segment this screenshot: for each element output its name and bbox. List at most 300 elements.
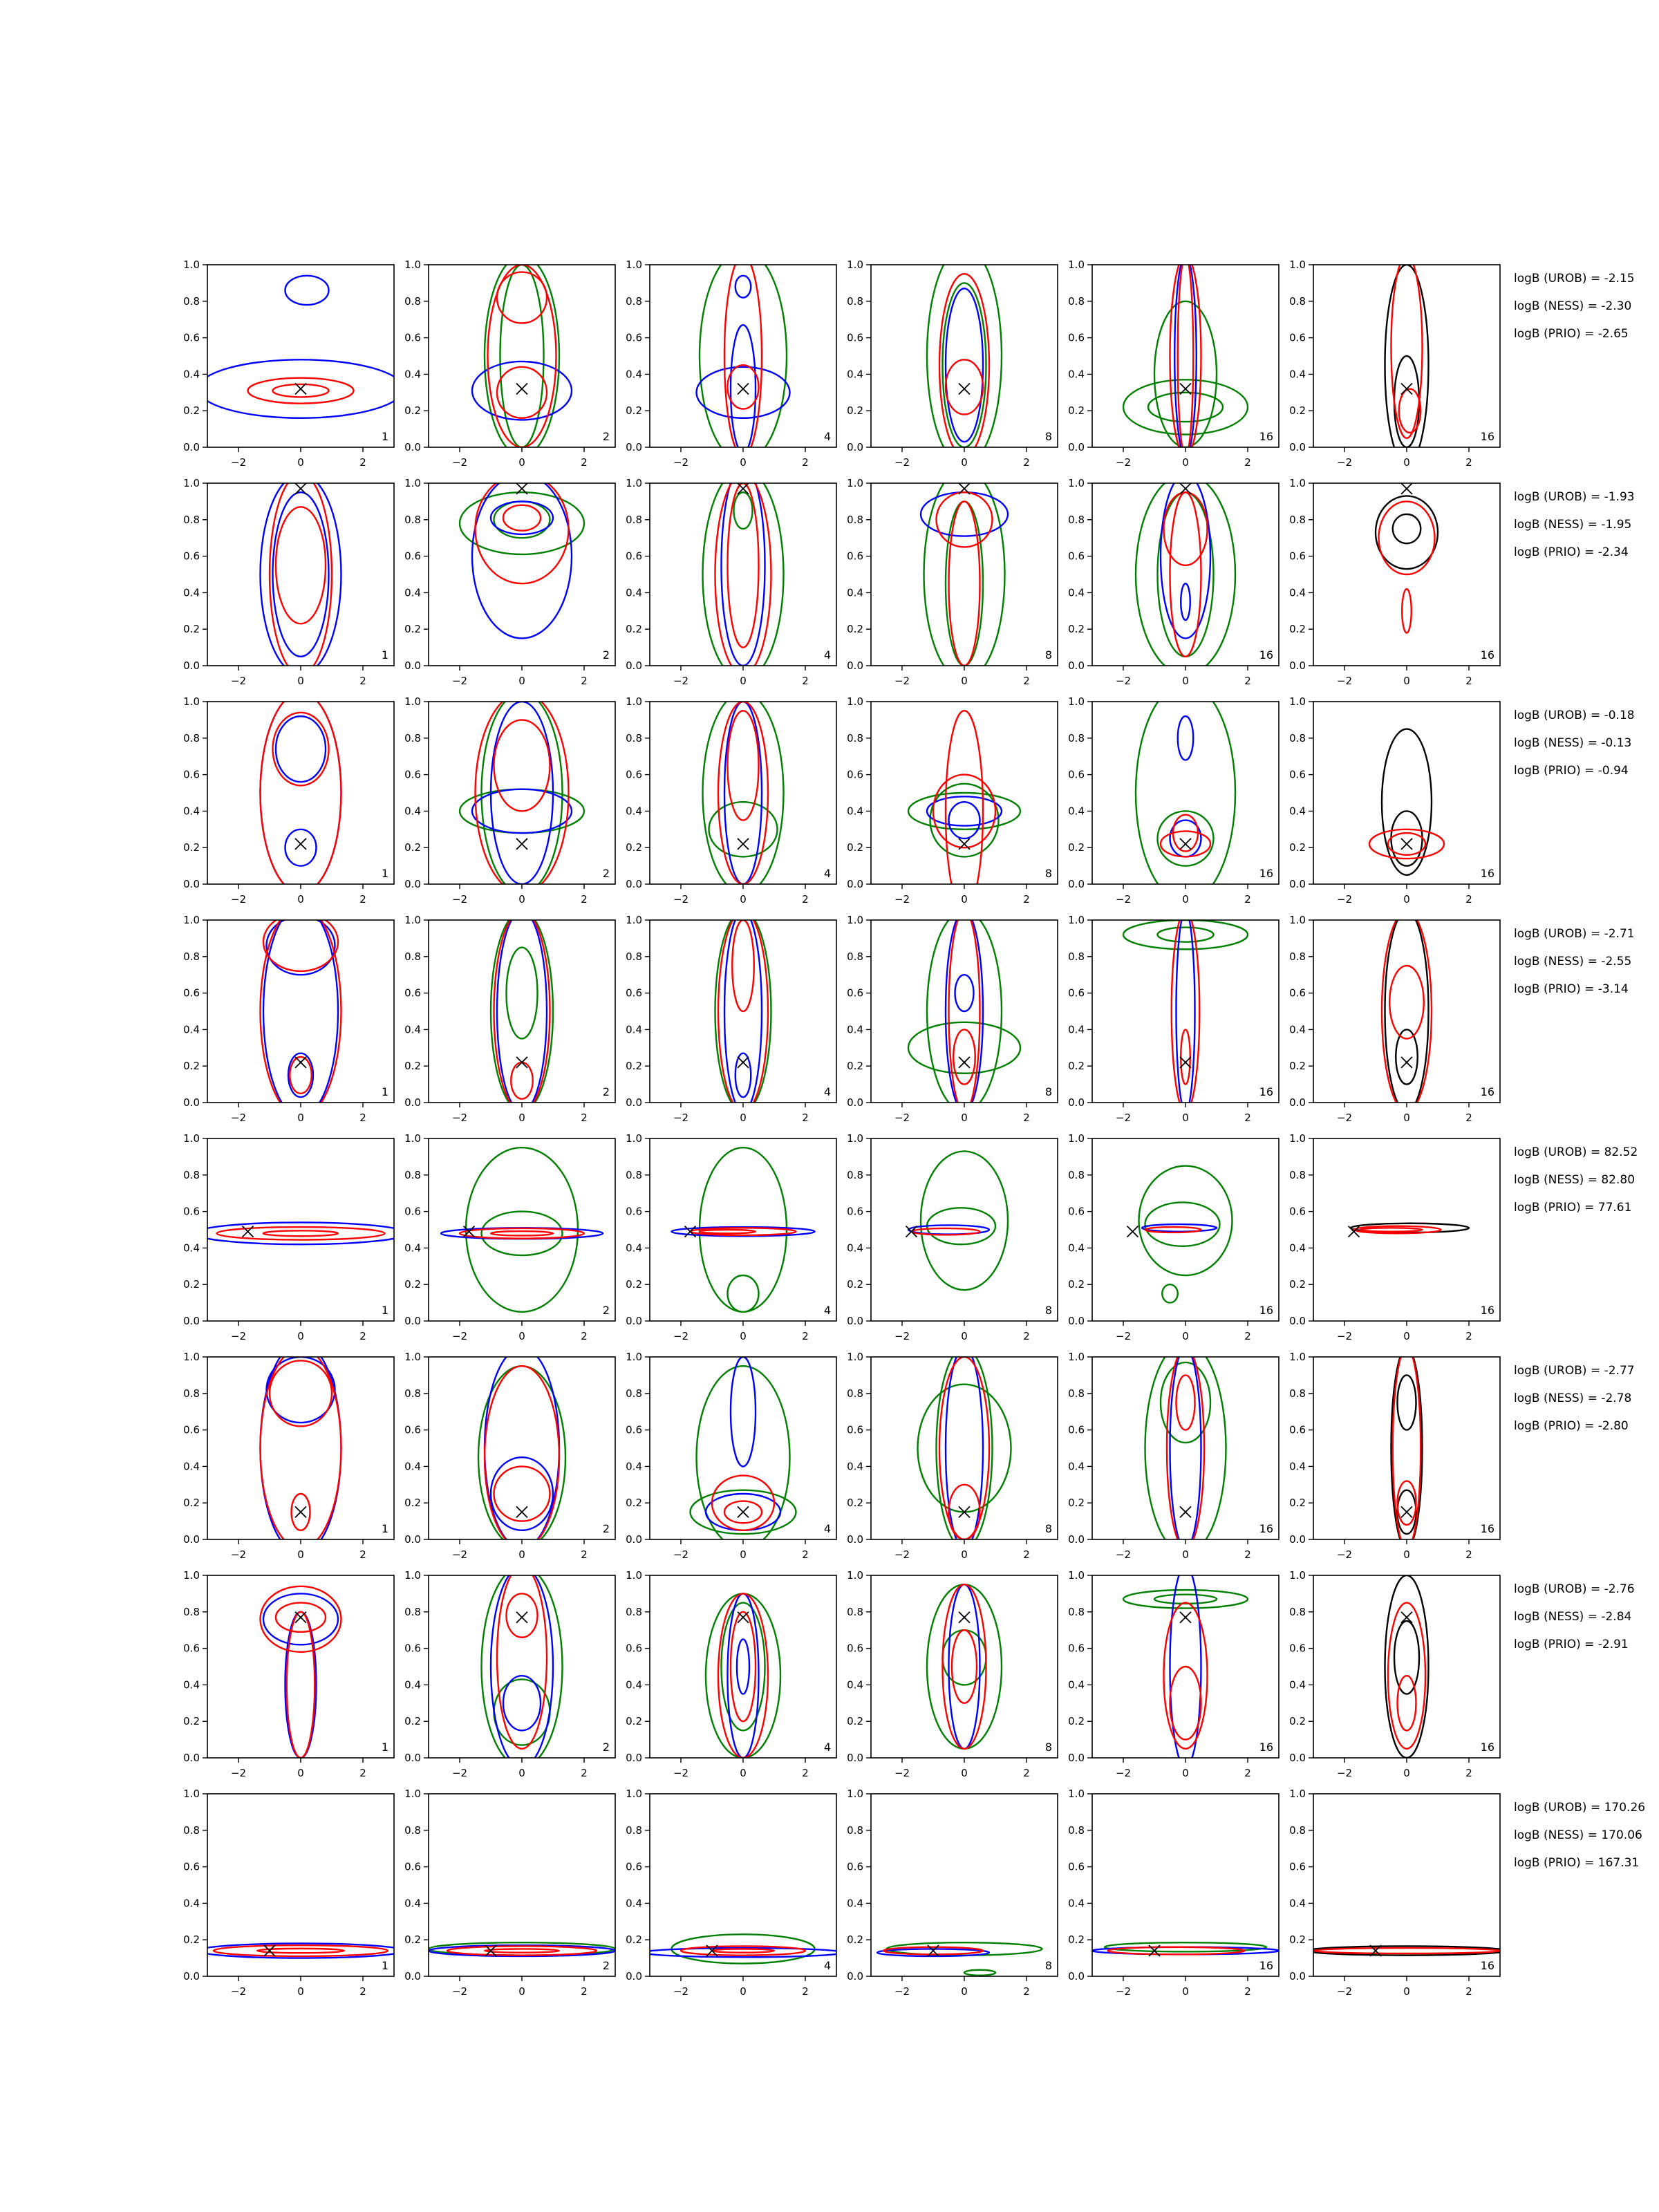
y-tick-label: 0.2 [626, 1060, 642, 1073]
true-value-marker [1180, 838, 1191, 850]
y-tick-label: 1.0 [404, 914, 421, 926]
x-tick-label: 2 [802, 675, 809, 687]
y-tick-label: 0.6 [1289, 1205, 1306, 1218]
x-tick-label: 2 [581, 1548, 588, 1561]
logb-annotation: logB (NESS) = -0.13 [1514, 736, 1632, 750]
contour-blue [697, 367, 790, 418]
panel-count-label: 8 [1044, 648, 1052, 662]
panel-count-label: 4 [823, 648, 831, 662]
y-tick-label: 0.6 [847, 986, 863, 1000]
x-tick-label: −2 [230, 893, 247, 906]
y-tick-label: 0.0 [1289, 1752, 1306, 1764]
true-value-marker [1180, 1612, 1191, 1623]
y-tick-label: 0.8 [626, 1387, 642, 1400]
y-tick-label: 0.2 [847, 623, 863, 636]
y-tick-label: 0.8 [1068, 513, 1085, 526]
y-tick-label: 0.6 [626, 1642, 642, 1655]
panel-r8-c2 [404, 1788, 615, 1998]
y-tick-label: 0.8 [1289, 1387, 1306, 1400]
panel-count-label: 2 [602, 1304, 610, 1317]
logb-annotation: logB (UROB) = -0.18 [1514, 709, 1635, 722]
x-tick-label: 2 [1244, 893, 1251, 906]
panel-count-label: 16 [1259, 1741, 1273, 1754]
contour-blue [921, 492, 1008, 536]
x-tick-label: −2 [673, 675, 689, 687]
panel-r2-c4 [847, 469, 1058, 687]
y-tick-label: 0.0 [626, 1752, 642, 1764]
y-tick-label: 1.0 [1068, 1132, 1085, 1145]
true-value-marker [959, 1057, 970, 1068]
panel-r8-c5 [1068, 1788, 1279, 1998]
panel-r2-c6 [1289, 477, 1500, 687]
contour-blue [1178, 716, 1194, 760]
x-tick-label: 2 [1023, 893, 1030, 906]
y-tick-label: 0.0 [847, 1752, 863, 1764]
x-tick-label: 2 [1023, 1767, 1030, 1779]
contour-green [507, 948, 538, 1039]
contour-red [691, 1228, 796, 1235]
y-tick-label: 0.4 [847, 1023, 863, 1036]
panel-count-label: 1 [381, 1959, 388, 1972]
y-tick-label: 0.8 [847, 950, 863, 963]
y-tick-label: 0.0 [847, 1533, 863, 1546]
logb-annotation: logB (NESS) = 82.80 [1514, 1173, 1635, 1187]
panel-r2-c2 [404, 474, 615, 687]
y-tick-label: 1.0 [1068, 259, 1085, 271]
y-tick-label: 0.4 [626, 1897, 642, 1910]
x-tick-label: 2 [1244, 1330, 1251, 1342]
contour-green [482, 1566, 563, 1767]
panel-r7-c3 [626, 1569, 836, 1779]
y-tick-label: 0.6 [1289, 331, 1306, 344]
x-tick-label: 0 [518, 1330, 525, 1342]
panel-count-label: 16 [1480, 1959, 1494, 1972]
contour-blue [737, 1639, 749, 1694]
x-tick-label: 0 [740, 456, 747, 469]
panel-count-label: 16 [1259, 1304, 1273, 1317]
contour-red [937, 492, 993, 547]
y-tick-label: 0.0 [1289, 878, 1306, 890]
y-tick-label: 0.2 [1068, 1933, 1085, 1947]
y-tick-label: 1.0 [847, 1132, 863, 1145]
contour-red [507, 1593, 538, 1637]
x-tick-label: 2 [802, 1985, 809, 1998]
y-tick-label: 0.2 [847, 1060, 863, 1073]
y-tick-label: 0.0 [1289, 1096, 1306, 1109]
y-tick-label: 0.0 [183, 1752, 200, 1764]
contour-blue [735, 276, 751, 298]
x-tick-label: −2 [1115, 1548, 1132, 1561]
y-tick-label: 0.6 [626, 1423, 642, 1436]
contour-group [703, 693, 784, 893]
contour-group [491, 911, 553, 1112]
contour-red [1313, 1948, 1500, 1953]
y-tick-label: 0.8 [1289, 1605, 1306, 1618]
contour-blue [1161, 474, 1210, 639]
y-tick-label: 0.2 [1068, 1278, 1085, 1291]
x-tick-label: 0 [1403, 675, 1410, 687]
x-tick-label: 0 [297, 1330, 304, 1342]
contour-red [1178, 256, 1194, 456]
contour-blue [927, 796, 1002, 825]
panel-r1-c4 [847, 247, 1058, 469]
x-tick-label: 2 [802, 1112, 809, 1124]
y-tick-label: 0.0 [847, 1970, 863, 1983]
contour-group [672, 1147, 815, 1312]
y-tick-label: 1.0 [1068, 1351, 1085, 1363]
x-tick-label: 0 [297, 456, 304, 469]
x-tick-label: 0 [1403, 893, 1410, 906]
contour-group [460, 693, 584, 893]
logb-annotation: logB (UROB) = 82.52 [1514, 1145, 1638, 1159]
y-tick-label: 0.6 [183, 331, 200, 344]
y-tick-label: 0.2 [626, 623, 642, 636]
logb-annotation: logB (NESS) = -2.30 [1514, 299, 1632, 313]
y-tick-label: 0.0 [1068, 1533, 1085, 1546]
true-value-marker [264, 1945, 275, 1956]
panel-count-label: 8 [1044, 430, 1052, 443]
true-value-marker [295, 1612, 306, 1623]
y-tick-label: 0.8 [183, 513, 200, 526]
panel-r5-c2 [404, 1132, 615, 1342]
y-tick-label: 0.8 [1068, 1605, 1085, 1618]
contour-red [460, 1228, 584, 1239]
contour-group [908, 1151, 1008, 1290]
y-tick-label: 0.4 [1068, 1241, 1085, 1255]
x-tick-label: 2 [581, 1767, 588, 1779]
y-tick-label: 0.4 [1068, 1678, 1085, 1691]
y-tick-label: 0.0 [404, 659, 421, 672]
y-tick-label: 1.0 [183, 1351, 200, 1363]
x-tick-label: 0 [518, 1548, 525, 1561]
y-tick-label: 0.2 [183, 1497, 200, 1510]
true-value-marker [295, 838, 306, 850]
y-tick-label: 1.0 [183, 259, 200, 271]
y-tick-label: 0.2 [1068, 1060, 1085, 1073]
y-tick-label: 0.6 [1068, 1205, 1085, 1218]
contour-group [908, 711, 1020, 911]
panel-count-label: 16 [1480, 1522, 1494, 1535]
y-tick-label: 1.0 [404, 695, 421, 708]
contour-red [503, 505, 541, 531]
y-tick-label: 0.6 [847, 550, 863, 563]
true-value-marker [959, 1612, 970, 1623]
panel-count-label: 2 [602, 1522, 610, 1535]
panel-r8-c1 [183, 1788, 403, 1998]
contour-red [718, 1593, 768, 1758]
contour-red [1167, 1348, 1204, 1548]
x-tick-label: 2 [1023, 1330, 1030, 1342]
y-tick-label: 1.0 [847, 1569, 863, 1582]
x-tick-label: −2 [230, 675, 247, 687]
contour-red [712, 1476, 774, 1530]
true-value-marker [295, 1057, 306, 1068]
panel-count-label: 1 [381, 867, 388, 880]
x-tick-label: 0 [518, 1112, 525, 1124]
y-tick-label: 0.2 [183, 1933, 200, 1947]
contour-red [1398, 1676, 1416, 1730]
contour-red [953, 1029, 975, 1084]
y-tick-label: 0.6 [1068, 1423, 1085, 1436]
contour-blue [195, 1222, 406, 1244]
contour-blue [731, 1357, 756, 1466]
y-tick-label: 0.6 [1068, 550, 1085, 563]
x-tick-label: −2 [1115, 893, 1132, 906]
x-tick-label: −2 [451, 1112, 468, 1124]
contour-red [952, 1630, 977, 1703]
x-tick-label: 2 [1465, 1985, 1472, 1998]
panel-count-label: 16 [1480, 1085, 1494, 1098]
x-tick-label: 0 [297, 1767, 304, 1779]
x-tick-label: −2 [1336, 675, 1353, 687]
x-tick-label: 0 [1403, 456, 1410, 469]
panel-count-label: 2 [602, 1741, 610, 1754]
y-tick-label: 0.4 [847, 368, 863, 381]
contour-red [728, 711, 759, 820]
x-tick-label: 2 [1244, 1985, 1251, 1998]
contour-red [485, 1949, 559, 1952]
contour-blue [263, 1593, 338, 1644]
x-tick-label: 0 [740, 1548, 747, 1561]
x-tick-label: 0 [961, 1112, 968, 1124]
y-tick-label: 1.0 [847, 259, 863, 271]
y-tick-label: 0.0 [847, 441, 863, 453]
y-tick-label: 0.4 [404, 586, 421, 599]
y-tick-label: 1.0 [404, 1132, 421, 1145]
y-tick-label: 0.2 [404, 1497, 421, 1510]
x-tick-label: −2 [230, 1112, 247, 1124]
y-tick-label: 0.8 [1068, 294, 1085, 308]
panel-r4-c1 [183, 906, 394, 1124]
y-tick-label: 0.4 [1289, 1241, 1306, 1255]
x-tick-label: −2 [673, 1330, 689, 1342]
y-tick-label: 0.6 [1289, 1642, 1306, 1655]
contour-red [724, 256, 762, 456]
contour-group [1145, 1342, 1226, 1554]
y-tick-label: 1.0 [183, 914, 200, 926]
contour-blue [949, 1584, 980, 1749]
y-tick-label: 0.0 [1068, 659, 1085, 672]
contour-red [1379, 501, 1435, 574]
y-tick-label: 0.6 [183, 1205, 200, 1218]
y-tick-label: 0.0 [1068, 1315, 1085, 1327]
y-tick-label: 0.6 [847, 1860, 863, 1873]
y-tick-label: 0.0 [626, 659, 642, 672]
contour-blue [485, 1348, 559, 1548]
y-tick-label: 0.8 [847, 513, 863, 526]
true-value-marker [516, 1612, 527, 1623]
logb-annotation: logB (PRIO) = 77.61 [1514, 1201, 1632, 1215]
y-tick-label: 1.0 [1289, 259, 1306, 271]
contour-blue [288, 1053, 313, 1097]
x-tick-label: −2 [673, 893, 689, 906]
y-tick-label: 0.0 [626, 878, 642, 890]
panel-r2-c1 [183, 474, 394, 687]
y-tick-label: 0.2 [626, 1933, 642, 1947]
x-tick-label: −2 [230, 1330, 247, 1342]
x-tick-label: 0 [297, 1548, 304, 1561]
y-tick-label: 1.0 [626, 914, 642, 926]
y-tick-label: 1.0 [1289, 477, 1306, 489]
contour-group [1123, 1566, 1248, 1767]
y-tick-label: 0.8 [847, 294, 863, 308]
contour-group [1123, 256, 1248, 456]
y-tick-label: 0.0 [1068, 441, 1085, 453]
logb-annotation: logB (PRIO) = 167.31 [1514, 1856, 1640, 1870]
contour-group [927, 1584, 1002, 1749]
x-tick-label: −2 [1336, 1767, 1353, 1779]
y-tick-label: 0.8 [1068, 731, 1085, 744]
y-tick-label: 0.4 [847, 586, 863, 599]
logb-annotation: logB (UROB) = -2.15 [1514, 272, 1635, 285]
contour-red [217, 1227, 385, 1239]
y-tick-label: 0.4 [404, 1897, 421, 1910]
y-tick-label: 0.4 [183, 1678, 200, 1691]
x-tick-label: −2 [1115, 675, 1132, 687]
y-tick-label: 0.0 [1068, 1752, 1085, 1764]
panel-count-label: 4 [823, 867, 831, 880]
contour-group [261, 474, 341, 675]
contour-green [706, 1593, 780, 1758]
contour-group [1391, 1348, 1423, 1548]
contour-blue [285, 1612, 317, 1758]
x-tick-label: −2 [1336, 1548, 1353, 1561]
axes-frame [207, 483, 394, 666]
x-tick-label: 2 [802, 893, 809, 906]
panel-r4-c4 [847, 911, 1058, 1124]
y-tick-label: 0.0 [404, 1752, 421, 1764]
x-tick-label: 0 [1182, 675, 1189, 687]
y-tick-label: 0.4 [1289, 1897, 1306, 1910]
panel-count-label: 16 [1480, 1304, 1494, 1317]
y-tick-label: 0.8 [404, 1168, 421, 1181]
contour-green [946, 501, 983, 666]
x-tick-label: 2 [1244, 1112, 1251, 1124]
y-tick-label: 0.6 [847, 331, 863, 344]
logb-annotation: logB (UROB) = -1.93 [1514, 490, 1635, 504]
panel-count-label: 8 [1044, 867, 1052, 880]
y-tick-label: 0.6 [1289, 986, 1306, 1000]
x-tick-label: −2 [1115, 1767, 1132, 1779]
y-tick-label: 0.8 [1289, 1168, 1306, 1181]
contour-blue [472, 474, 572, 639]
y-tick-label: 0.6 [1068, 1642, 1085, 1655]
contour-red [263, 1230, 338, 1236]
y-tick-label: 0.8 [1289, 950, 1306, 963]
y-tick-label: 0.4 [626, 368, 642, 381]
y-tick-label: 0.8 [1068, 1387, 1085, 1400]
y-tick-label: 0.6 [404, 1423, 421, 1436]
panel-r3-c4 [847, 695, 1058, 912]
contour-group [644, 1934, 843, 1963]
y-tick-label: 0.0 [626, 1970, 642, 1983]
contour-black [1391, 1348, 1423, 1548]
x-tick-label: 0 [961, 1330, 968, 1342]
panel-count-label: 4 [823, 1741, 831, 1754]
y-tick-label: 0.2 [626, 1715, 642, 1728]
panel-r3-c1 [183, 693, 394, 906]
y-tick-label: 0.8 [626, 294, 642, 308]
panel-count-label: 16 [1480, 867, 1494, 880]
y-tick-label: 1.0 [1068, 1788, 1085, 1800]
contour-red [263, 912, 338, 971]
contour-blue [285, 276, 329, 305]
y-tick-label: 0.2 [183, 841, 200, 854]
y-tick-label: 0.6 [626, 1860, 642, 1873]
contour-group [1385, 1575, 1429, 1758]
contour-group [429, 1942, 615, 1956]
contour-group [1136, 684, 1235, 903]
x-tick-label: 2 [1465, 1330, 1472, 1342]
panel-r7-c6 [1289, 1569, 1500, 1779]
contour-blue [497, 911, 547, 1112]
contour-blue [735, 1053, 751, 1097]
panel-r4-c5 [1068, 911, 1279, 1124]
panel-r5-c4 [847, 1132, 1058, 1342]
y-tick-label: 0.8 [847, 1168, 863, 1181]
y-tick-label: 0.6 [1289, 1423, 1306, 1436]
x-tick-label: −2 [1336, 893, 1353, 906]
true-value-marker [516, 1057, 527, 1068]
x-tick-label: 0 [518, 1767, 525, 1779]
y-tick-label: 0.8 [404, 294, 421, 308]
y-tick-label: 0.4 [404, 1023, 421, 1036]
panel-r3-c6 [1289, 695, 1500, 906]
contour-group [478, 1348, 565, 1548]
x-tick-label: 0 [1182, 1548, 1189, 1561]
y-tick-label: 0.8 [626, 1168, 642, 1181]
panel-count-label: 8 [1044, 1522, 1052, 1535]
y-tick-label: 0.4 [183, 1460, 200, 1473]
x-tick-label: 0 [961, 456, 968, 469]
panel-count-label: 16 [1259, 648, 1273, 662]
y-tick-label: 0.2 [1068, 623, 1085, 636]
y-tick-label: 0.0 [404, 878, 421, 890]
y-tick-label: 1.0 [847, 695, 863, 708]
y-tick-label: 0.8 [183, 294, 200, 308]
y-tick-label: 1.0 [183, 1569, 200, 1582]
x-tick-label: 2 [1023, 456, 1030, 469]
y-tick-label: 0.8 [626, 950, 642, 963]
contour-red [1360, 1228, 1423, 1231]
axes-frame [871, 1575, 1058, 1758]
contour-group [261, 693, 341, 893]
panel-count-label: 8 [1044, 1304, 1052, 1317]
panel-count-label: 16 [1259, 1959, 1273, 1972]
x-tick-label: 0 [1403, 1112, 1410, 1124]
logb-annotation: logB (PRIO) = -2.91 [1514, 1638, 1629, 1651]
contour-green [924, 469, 1005, 680]
y-tick-label: 1.0 [847, 914, 863, 926]
y-tick-label: 0.2 [1289, 1060, 1306, 1073]
panel-count-label: 1 [381, 1741, 388, 1754]
x-tick-label: 0 [740, 1767, 747, 1779]
y-tick-label: 1.0 [183, 477, 200, 489]
x-tick-label: 0 [961, 1767, 968, 1779]
contour-red [1170, 492, 1201, 657]
panel-r6-c3 [626, 1351, 836, 1561]
contour-red [728, 365, 759, 409]
x-tick-label: 0 [740, 1985, 747, 1998]
panel-count-label: 2 [602, 1959, 610, 1972]
contour-green [494, 501, 550, 538]
contour-red [1398, 1481, 1416, 1525]
y-tick-label: 0.8 [404, 1387, 421, 1400]
contour-blue [1181, 583, 1190, 620]
y-tick-label: 1.0 [626, 1569, 642, 1582]
x-tick-label: −2 [673, 1767, 689, 1779]
y-tick-label: 1.0 [183, 1132, 200, 1145]
